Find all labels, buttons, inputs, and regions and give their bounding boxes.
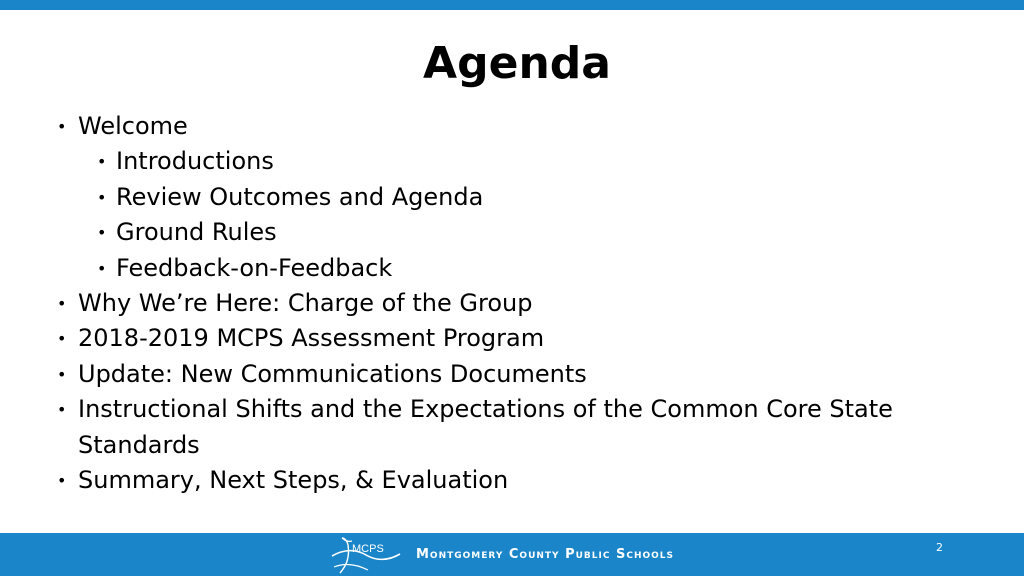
bullet-icon: •	[57, 329, 67, 349]
svg-text:MCPS: MCPS	[352, 543, 384, 555]
bullet-icon: •	[97, 258, 107, 278]
agenda-item	[0, 321, 1024, 356]
agenda-item-text: Welcome	[78, 112, 188, 140]
bullet-icon: •	[97, 187, 107, 207]
agenda-item	[0, 392, 968, 463]
agenda-subitem	[0, 251, 1024, 286]
bullet-icon: •	[57, 294, 67, 314]
agenda-subitem	[0, 215, 1024, 250]
bullet-icon: •	[97, 223, 107, 243]
bullet-icon: •	[97, 152, 107, 172]
agenda-subitem	[0, 180, 1024, 215]
bullet-icon: •	[57, 364, 67, 384]
footer-bar	[0, 533, 1024, 576]
bullet-icon: •	[57, 471, 67, 491]
agenda-item-text: Instructional Shifts and the Expectations of the Common Core State Standards	[78, 395, 893, 459]
agenda-subitem-text: Review Outcomes and Agenda	[116, 182, 484, 211]
agenda-item	[0, 357, 1024, 392]
agenda-item-text: Summary, Next Steps, & Evaluation	[78, 466, 509, 495]
org-name: Montgomery County Public Schools	[416, 547, 675, 562]
agenda-subitem-text: Ground Rules	[116, 218, 277, 247]
bullet-icon: •	[57, 400, 67, 420]
agenda-subitem	[0, 144, 1024, 179]
mcps-logo-icon	[330, 536, 402, 574]
agenda-item-text: Update: New Communications Documents	[78, 359, 587, 388]
agenda-item-text: Why We’re Here: Charge of the Group	[78, 289, 533, 318]
top-accent-bar	[0, 0, 1024, 10]
agenda-item	[0, 286, 1024, 321]
agenda-item-text: 2018-2019 MCPS Assessment Program	[78, 324, 545, 353]
agenda-list	[0, 109, 1024, 498]
agenda-item	[0, 109, 1024, 144]
page-number: 2	[936, 541, 943, 554]
agenda-subitem-text: Introductions	[116, 147, 274, 176]
agenda-subitem-text: Feedback-on-Feedback	[116, 253, 393, 282]
agenda-item	[0, 463, 1024, 498]
bullet-icon: •	[57, 117, 67, 136]
slide-title: Agenda	[423, 38, 611, 89]
